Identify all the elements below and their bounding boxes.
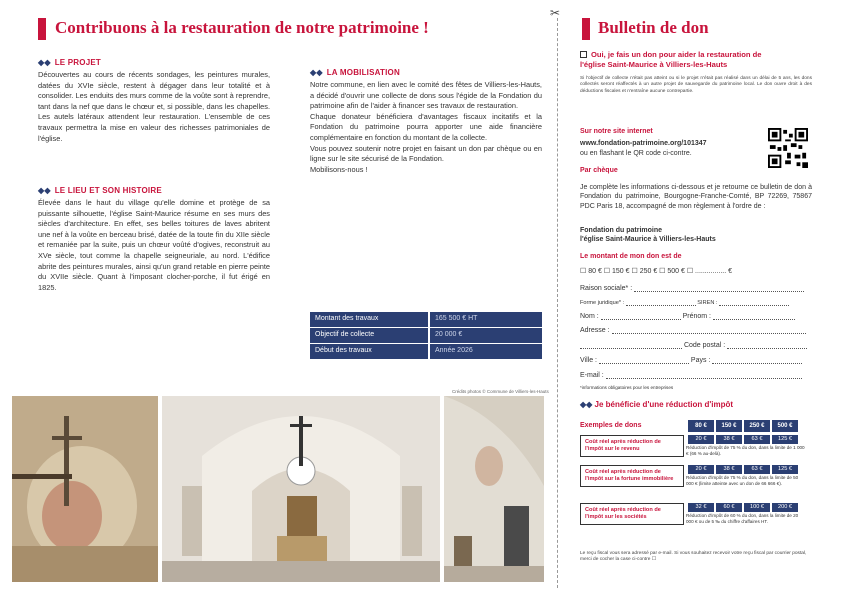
cheque-heading: Par chèque — [580, 167, 618, 174]
legal-text: Si l'objectif de collecte n'était pas atteint ou si le projet n'était pas réalisé dans un délai de 5 ans, les dons collectés seront réaffectés à un autre projet de sauvegarde du patrimoine local. Le don ouvre droit à des déductions fiscales et n'entraîne aucune contrepartie. — [580, 76, 812, 94]
payee-line-1: Fondation du patrimoine — [580, 227, 663, 234]
info-row: Début des travaux Année 2026 — [310, 344, 542, 359]
table-header: Exemples de dons 80 € 150 € 250 € 500 € — [580, 420, 806, 432]
name-field[interactable]: Nom : Prénom : — [580, 312, 795, 320]
raison-sociale-field[interactable]: Raison sociale* : — [580, 284, 804, 292]
form-title: Bulletin de don — [598, 18, 709, 37]
photo-credit: Crédits photos © Commune de Villiers-les-Hauts — [452, 389, 549, 394]
mobilisation-heading: ◆◆ LA MOBILISATION — [310, 68, 400, 77]
email-field[interactable]: E-mail : — [580, 371, 802, 379]
internet-heading: Sur notre site internet — [580, 128, 653, 135]
address-field[interactable]: Adresse : — [580, 326, 806, 334]
photo-nave-interior — [162, 396, 440, 582]
payee-line-2: l'église Saint-Maurice à Villiers-les-Hauts — [580, 236, 716, 243]
info-row: Montant des travaux 165 500 € HT — [310, 312, 542, 327]
qr-code-icon[interactable] — [768, 128, 808, 168]
amount-heading: Le montant de mon don est de — [580, 253, 682, 260]
photo-wall-painting — [12, 396, 158, 582]
donation-url[interactable]: www.fondation-patrimoine.org/101347 — [580, 140, 707, 147]
info-table — [310, 312, 542, 360]
forme-juridique-field[interactable]: Forme juridique* : SIREN : — [580, 298, 789, 306]
mobilisation-text: Notre commune, en lien avec le comité des fêtes de Villiers-les-Hauts, a décidé d'ouvrir une collecte de dons sous l'égide de la Fondation du patrimoine afin de l'aider à financer ses travaux de restauration. Chaque donateur bénéficiera d'avantages fiscaux incitatifs et la Fondation du patrimoine pourra apporter une aide financière complémentaire en fonction du montant de la collecte. Vous pouvez soutenir notre projet en faisant un don par chèque ou en ligne sur le site sécurisé de la Fondation. Mobilisons-nous ! — [310, 80, 542, 174]
projet-text: Découvertes au cours de récents sondages, les peintures murales, datées du XVIe siècle, restent à dégager dans leur totalité et à consolider. Les enduits des murs comme de la voûte sont à reprendre, tant dans la nef que dans le chœur et, si possible, dans les chapelles. Les autels latéraux attendent leur restauration. L'ensemble de ces travaux permettra la mise en valeur des richesses patrimoniales de l'église. — [38, 70, 270, 143]
scissors-icon: ✂ — [550, 6, 561, 20]
checkbox-icon[interactable] — [580, 51, 587, 58]
reduction-heading: ◆◆ Je bénéficie d'une réduction d'impôt — [580, 400, 734, 409]
histoire-text: Élevée dans le haut du village qu'elle domine et protège de sa puissante silhouette, l'église Saint-Maurice résume en ses murs des siècles d'architecture. En effet, ses belles toitures de laves abritent une nef à la voûte en berceau brisé, datée de la toute fin du XIIe siècle et remaniée par la suite, puis un chœur voûté d'ogives, reconstruit au XVe siècle, tout comme la chapelle seigneuriale, au nord. L'édifice abrite des peintures murales, ainsi qu'un grand retable en pierre peinte du XVIIe siècle. Quant à l'imposant clocher-porche, il fut érigé en 1825. — [38, 198, 270, 292]
cut-line — [557, 18, 558, 588]
page-title: Contribuons à la restauration de notre patrimoine ! — [55, 18, 429, 37]
title-accent — [582, 18, 590, 40]
receipt-note: Le reçu fiscal vous sera adressé par e-mail. Si vous souhaitez recevoir votre reçu fiscal par courrier postal, merci de cocher la case ci-contre ☐ — [580, 551, 807, 563]
city-field[interactable]: Ville : Pays : — [580, 356, 802, 364]
required-note: *informations obligatoires pour les entreprises — [580, 385, 674, 390]
info-row: Objectif de collecte 20 000 € — [310, 328, 542, 343]
histoire-heading: ◆◆ LE LIEU ET SON HISTOIRE — [38, 186, 162, 195]
amount-options[interactable]: ☐ 80 € ☐ 150 € ☐ 250 € ☐ 500 € ☐ ................ € — [580, 268, 733, 275]
tax-examples-table: Exemples de dons 80 € 150 € 250 € 500 € Coût réel après réduction de l'impôt sur le revenu 20 € 38 € 63 € 125 € Réduction d'impôt de 75 % du don, dans la limite de 1 000 € (66 % au-delà). Coût réel après réduction de l'impôt sur la fortune immobilière 20 € 38 € 63 € 125 € Réduction d'impôt de 75 % du don, dans la limite de 50 000 € (limite atteinte avec un don de 66 666 €). Coût réel après réduction de l'impôt sur les sociétés 32 € 60 € 100 € 200 € Réduction d'impôt de 60 % du don, dans la limite de 20 000 € ou de 5 ‰ du chiffre d'affaires HT. — [580, 422, 805, 524]
qr-instruction: ou en flashant le QR code ci-contre. — [580, 150, 692, 157]
title-accent — [38, 18, 46, 40]
postal-code-field[interactable]: Code postal : — [580, 341, 807, 349]
cheque-text: Je complète les informations ci-dessous et je retourne ce bulletin de don à Fondation du patrimoine, Bourgogne-Franche-Comté, BP 72269, 75867 PDC Paris 18, accompagné de mon règlement à l'ordre de : — [580, 184, 812, 210]
diamond-icon: ◆◆ — [580, 400, 595, 409]
photo-choir-arch — [444, 396, 544, 582]
diamond-icon: ◆◆ — [310, 68, 323, 77]
projet-heading: ◆◆ LE PROJET — [38, 58, 101, 67]
donation-subtitle: Oui, je fais un don pour aider la restauration de l'église Saint-Maurice à Villiers-les-Hauts — [580, 50, 762, 69]
diamond-icon: ◆◆ — [38, 186, 51, 195]
donation-form — [560, 0, 842, 595]
diamond-icon: ◆◆ — [38, 58, 51, 67]
